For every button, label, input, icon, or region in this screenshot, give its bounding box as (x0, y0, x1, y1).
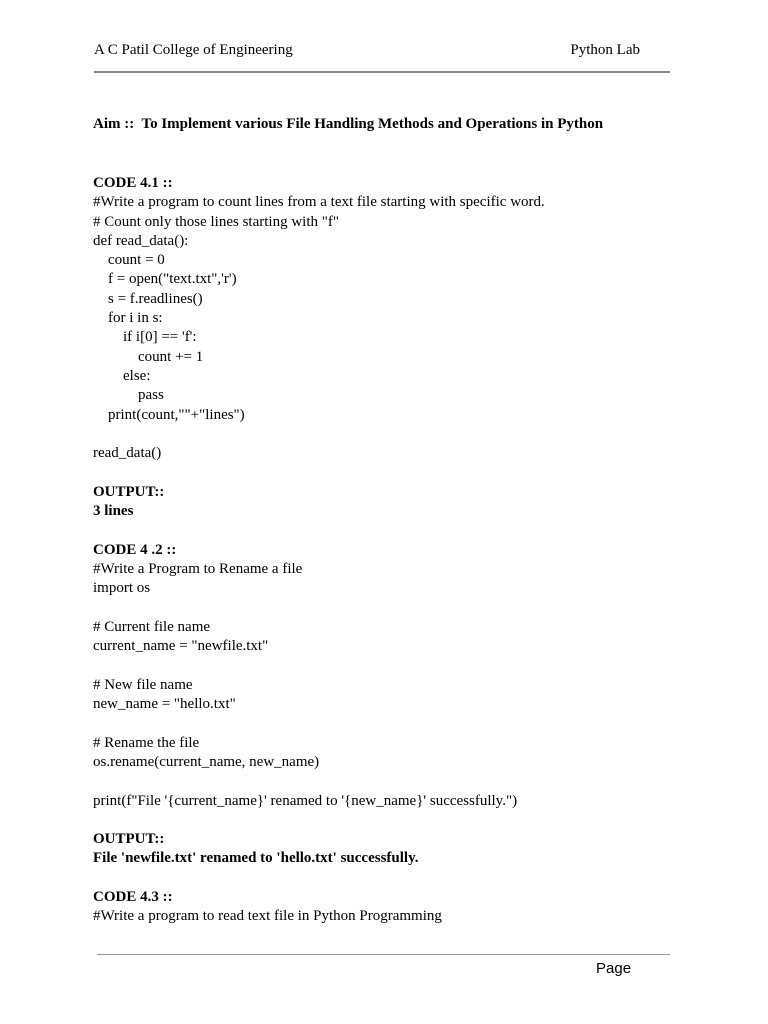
code-line (93, 772, 545, 791)
code-line: print(count,""+"lines") (93, 406, 245, 423)
footer-divider (97, 954, 670, 955)
code-line: #Write a Program to Rename a file (93, 560, 303, 577)
code-line: print(f"File '{current_name}' renamed to '{new_name}' successfully.") (93, 792, 518, 809)
code-line: s = f.readlines() (93, 290, 203, 307)
section-heading-line: CODE 4 .2 :: (93, 541, 177, 558)
section-heading-line: OUTPUT:: (93, 483, 165, 500)
code-line: # New file name (93, 676, 193, 693)
section-heading-line: 3 lines (93, 503, 134, 520)
code-line: os.rename(current_name, new_name) (93, 753, 320, 770)
code-line (93, 869, 545, 888)
code-line: current_name = "newfile.txt" (93, 638, 269, 655)
code-line: else: (93, 367, 151, 384)
code-line (93, 521, 545, 540)
code-line: read_data() (93, 445, 162, 462)
code-line: count = 0 (93, 252, 165, 269)
code-line: def read_data(): (93, 232, 189, 249)
lab-name: Python Lab (570, 42, 640, 58)
code-line: import os (93, 580, 151, 597)
section-heading-line: CODE 4.1 :: (93, 175, 173, 191)
code-line (93, 811, 545, 830)
page-header (94, 42, 640, 62)
section-heading-line: OUTPUT:: (93, 831, 165, 848)
aim-heading: Aim :: To Implement various File Handling Methods and Operations in Python (93, 116, 604, 132)
code-line: count += 1 (93, 348, 204, 365)
code-line: # Rename the file (93, 734, 200, 751)
code-line (93, 714, 545, 733)
code-line: #Write a program to count lines from a text file starting with specific word. (93, 194, 545, 211)
code-line: # Count only those lines starting with "f" (93, 213, 339, 230)
code-line: f = open("text.txt",'r') (93, 271, 237, 288)
code-line (93, 656, 545, 675)
code-line (93, 425, 545, 444)
code-line: for i in s: (93, 310, 163, 327)
college-name: A C Patil College of Engineering (94, 42, 293, 58)
code-line: pass (93, 387, 164, 404)
code-line (93, 463, 545, 482)
code-line (93, 599, 545, 618)
code-line: # Current file name (93, 618, 211, 635)
document-body (93, 174, 545, 927)
code-line: #Write a program to read text file in Python Programming (93, 908, 442, 925)
section-heading-line: CODE 4.3 :: (93, 888, 173, 905)
page-label: Page (596, 960, 632, 977)
code-line: new_name = "hello.txt" (93, 696, 236, 713)
header-divider (94, 71, 670, 73)
code-line: if i[0] == 'f': (93, 329, 197, 346)
section-heading-line: File 'newfile.txt' renamed to 'hello.txt' successfully. (93, 850, 419, 867)
